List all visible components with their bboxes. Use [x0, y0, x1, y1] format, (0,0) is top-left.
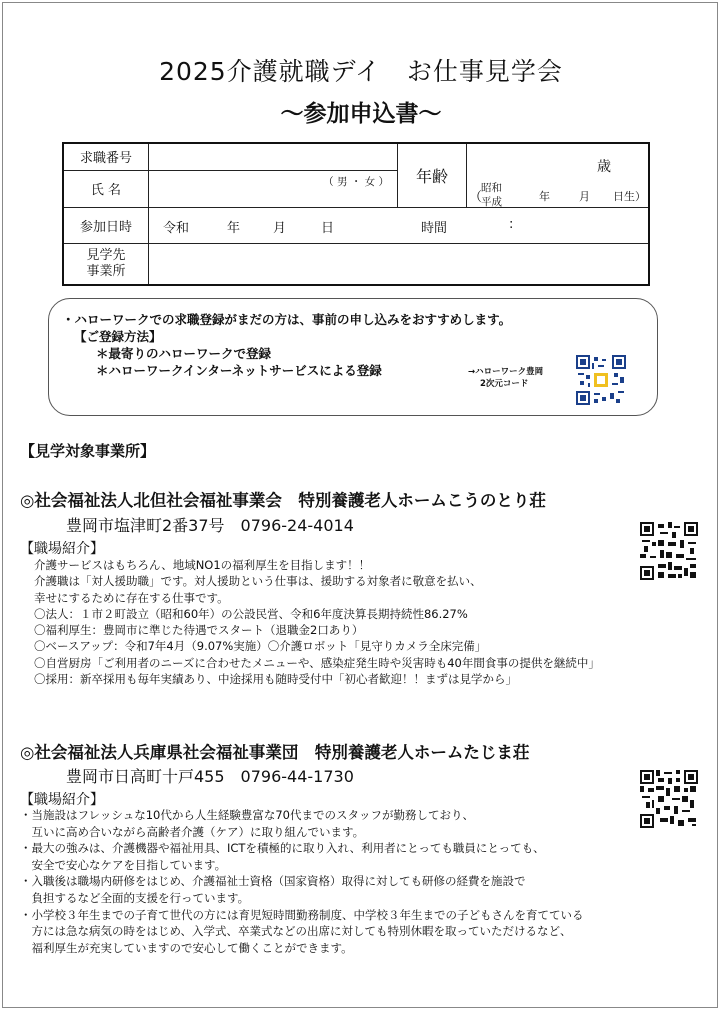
- application-form: [62, 142, 650, 286]
- notice-line-4: ＊ハローワークインターネットサービスによる登録: [96, 363, 382, 378]
- facility-2-line: ・入職後は職場内研修をはじめ、介護福祉士資格（国家資格）取得に対しても研修の経費を施設で: [20, 874, 526, 889]
- facility-1-line: 介護職は「対人援助職」です。対人援助という仕事は、援助する対象者に敬意を払い、: [34, 574, 482, 589]
- facility-2-qr-code-icon[interactable]: [640, 770, 698, 828]
- section-heading: 【見学対象事業所】: [20, 442, 156, 460]
- date-month: 月: [273, 220, 287, 236]
- job-number-field[interactable]: [149, 143, 398, 170]
- time-label: 時間: [421, 220, 448, 236]
- facility-1-address: 豊岡市塩津町2番37号 0796-24-4014: [66, 516, 354, 535]
- facility-1-intro-heading: 【職場紹介】: [20, 541, 104, 557]
- birth-month: 月: [579, 190, 590, 203]
- facility-2-line: ・当施設はフレッシュな10代から人生経験豊富な70代までのスタッフが勤務しており、: [20, 808, 474, 822]
- name-field[interactable]: [149, 170, 398, 207]
- facility-1-line: 幸せにするために存在する仕事です。: [34, 590, 229, 605]
- qr-caption-2: 2次元コード: [480, 379, 529, 389]
- age-label: 年齢: [398, 143, 467, 207]
- facility-1-name: ◎社会福祉法人北但社会福祉事業会 特別養護老人ホームこうのとり荘: [20, 491, 546, 510]
- notice-line-1: ・ハローワークでの求職登録がまだの方は、事前の申し込みをおすすめします。: [62, 312, 512, 327]
- facility-2-line: 互いに高め合いながら高齢者介護（ケア）に取り組んでいます。: [20, 824, 365, 839]
- visit-label: [63, 243, 149, 285]
- facility-2-intro-heading: 【職場紹介】: [20, 792, 104, 808]
- birth-day: 日生）: [613, 190, 646, 203]
- page-title: 2025介護就職デイ お仕事見学会: [159, 57, 563, 86]
- facility-1-line: 〇法人：１市２町設立（昭和60年）の公設民営、令和6年度決算長期持続性86.27%: [34, 606, 468, 621]
- gender-hint: （ 男 ・ 女 ）: [323, 175, 389, 188]
- facility-2-address: 豊岡市日高町十戸455 0796-44-1730: [66, 767, 354, 786]
- name-label: 氏 名: [63, 170, 149, 207]
- facility-1-line: 〇福利厚生：豊岡市に準じた待遇でスタート（退職金2口あり）: [34, 623, 364, 638]
- age-unit: 歳: [597, 159, 611, 175]
- visit-label-line2: 事業所: [86, 263, 126, 279]
- facility-2-line: 福利厚生が充実していますので安心して働くことができます。: [20, 940, 353, 955]
- facility-1-intro: [34, 557, 600, 687]
- birth-era-heisei: 平成: [481, 196, 502, 208]
- facility-2-line: 負担するなど全面的支援を行っています。: [20, 890, 250, 905]
- date-reiwa: 令和: [163, 220, 190, 236]
- date-label: 参加日時: [63, 207, 149, 243]
- facility-2-line: 方には急な病気の時をはじめ、入学式、卒業式などの出席に対しても特別休暇を取っていただけるなど、: [20, 924, 572, 939]
- birth-paren: （: [469, 190, 483, 205]
- facility-1-line: 介護サービスはもちろん、地域NO1の福利厚生を目指します！！: [34, 558, 371, 572]
- facility-1-qr-code-icon[interactable]: [640, 522, 698, 580]
- qr-caption-1: →ハローワーク豊岡: [468, 367, 544, 377]
- facility-2-name: ◎社会福祉法人兵庫県社会福祉事業団 特別養護老人ホームたじま荘: [20, 743, 530, 762]
- facility-2-intro: [20, 807, 584, 956]
- notice-line-2: 【ご登録方法】: [74, 329, 162, 344]
- notice-line-3: ＊最寄りのハローワークで登録: [96, 346, 272, 361]
- page-subtitle: ～参加申込書～: [280, 101, 442, 127]
- facility-2-line: 安全で安心なケアを目指しています。: [20, 857, 227, 872]
- time-colon: :: [509, 216, 514, 232]
- facility-1-line: 〇自営厨房「ご利用者のニーズに合わせたメニューや、感染症発生時や災害時も40年間食事の提供を継続中」: [34, 655, 600, 670]
- date-year: 年: [227, 220, 241, 236]
- visit-facility-field[interactable]: [149, 243, 650, 285]
- facility-1-line: 〇採用：新卒採用も毎年実績あり、中途採用も随時受付中「初心者歓迎！！まずは見学から」: [34, 672, 517, 687]
- birth-era-showa: 昭和: [481, 182, 502, 194]
- facility-1-line: 〇ベースアップ：令和7年4月（9.07%実施）〇介護ロボット「見守りカメラ全床完備」: [34, 639, 487, 654]
- visit-label-line1: 見学先: [86, 247, 126, 263]
- birth-year: 年: [539, 190, 550, 203]
- age-birth-field[interactable]: [467, 143, 650, 207]
- hellowork-qr-code-icon[interactable]: [576, 355, 626, 405]
- facility-2-line: ・小学校３年生までの子育て世代の方には育児短時間勤務制度、中学校３年生までの子どもさんを育てている: [20, 907, 584, 922]
- date-day: 日: [321, 220, 335, 236]
- job-number-label: 求職番号: [63, 143, 149, 170]
- date-time-field[interactable]: [149, 207, 650, 243]
- facility-2-line: ・最大の強みは、介護機器や福祉用具、ICTを積極的に取り入れ、利用者にとっても職員にとっても、: [20, 841, 545, 856]
